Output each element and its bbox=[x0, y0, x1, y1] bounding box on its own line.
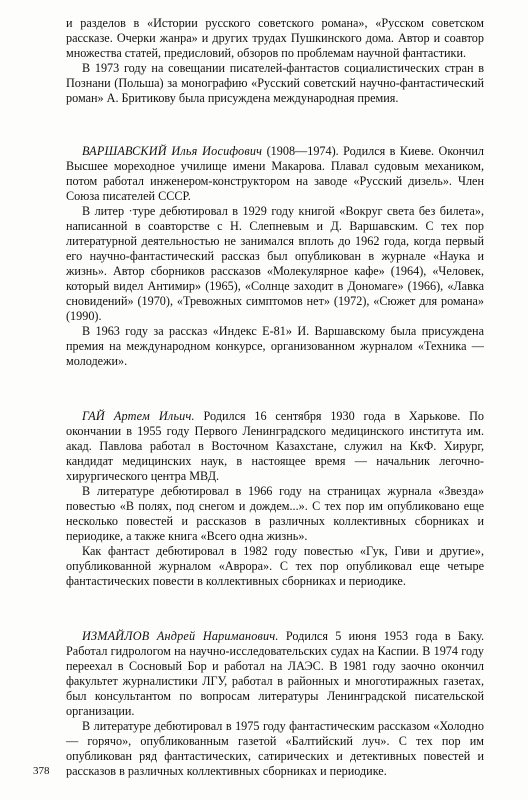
entry-text: (1908—1974). Родился в Киеве. Окончил Высшее мореходное училище имени Макарова. Плавал судовым механиком, потом работал инженером-конструктором на заводе «Русский дизель». Член Союза писателей СССР. bbox=[66, 144, 485, 203]
text-column bbox=[66, 16, 484, 779]
author-name: ВАРШАВСКИЙ Илья Иосифович bbox=[82, 144, 263, 158]
paragraph: В 1973 году на совещании писателей-фантастов социалистических стран в Познани (Польша) за монографию «Русский советский научно-фантастический роман» А. Бритикову была присуждена международная премия. bbox=[66, 61, 484, 105]
continued-entry bbox=[66, 16, 484, 106]
paragraph: В 1963 году за рассказ «Индекс Е-81» И. Варшавскому была присуждена премия на международном конкурсе, организованном журналом «Техника — молодежи». bbox=[66, 324, 484, 368]
paragraph: и разделов в «Истории русского советского романа», «Русском советском рассказе. Очерки жанра» и других трудах Пушкинского дома. Автор и соавтор множества статей, предисловий, обзоров по проблемам научной фантастики. bbox=[66, 16, 484, 60]
entry-intro bbox=[66, 144, 484, 204]
paragraph: В литер ·туре дебютировал в 1929 году книгой «Вокруг света без билета», написанной в соавторстве с Н. Слепневым и Д. Варшавским. С тех пор литературной деятельностью не занимался вплоть до 1962 года, когда первый его научно-фантастический рассказ был опубликован в журнале «Наука и жизнь». Автор сборников рассказов «Молекулярное кафе» (1964), «Человек, который видел Антимир» (1965), «Солнце заходит в Дономаге» (1966), «Лавка сновидений» (1970), «Тревожных симптомов нет» (1972), «Сюжет для романа» (1990). bbox=[66, 204, 484, 323]
entry-varshavsky bbox=[66, 144, 484, 369]
author-name: ИЗМАЙЛОВ Андрей Нариманович. bbox=[82, 629, 279, 643]
entry-text: Родился 16 сентября 1930 года в Харькове. По окончании в 1955 году Первого Ленинградского медицинского института им. акад. Павлова работал в Восточном Казахстане, служил на КкФ. Хирург, кандидат медицинских наук, в настоящее время — начальник легочно-хирургического центра МВД. bbox=[66, 409, 485, 483]
entry-text: Родился 5 июня 1953 года в Баку. Работал гидрологом на научно-исследовательских судах на Каспии. В 1974 году переехал в Сосновый Бор и работал на ЛАЭС. В 1981 году заочно окончил факультет журналистики ЛГУ, работал в районных и многотиражных газетах, был консультантом по вопросам литературы Ленинградской писательской организации. bbox=[66, 629, 484, 718]
entry-izmailov bbox=[66, 629, 484, 779]
entry-gai bbox=[66, 409, 484, 589]
page-number: 378 bbox=[33, 765, 50, 777]
paragraph: В литературе дебютировал в 1966 году на страницах журнала «Звезда» повестью «В полях, под снегом и дождем...». С тех пор им опубликовано еще несколько повестей и рассказов в различных коллективных сборниках и периодике, а также книга «Всего одна жизнь». bbox=[66, 484, 484, 543]
entry-intro bbox=[66, 629, 484, 719]
paragraph: В литературе дебютировал в 1975 году фантастическим рассказом «Холодно — горячо», опубликованным газетой «Балтийский луч». С тех пор им опубликован ряд фантастических, сатирических и детективных повестей и рассказов в различных коллективных сборниках и периодике. bbox=[66, 719, 484, 778]
author-name: ГАЙ Артем Ильич. bbox=[82, 409, 195, 423]
entry-intro bbox=[66, 409, 484, 484]
paragraph: Как фантаст дебютировал в 1982 году повестью «Гук, Гиви и другие», опубликованной журналом «Аврора». С тех пор опубликовал еще четыре фантастических повести в коллективных сборниках и периодике. bbox=[66, 544, 484, 588]
